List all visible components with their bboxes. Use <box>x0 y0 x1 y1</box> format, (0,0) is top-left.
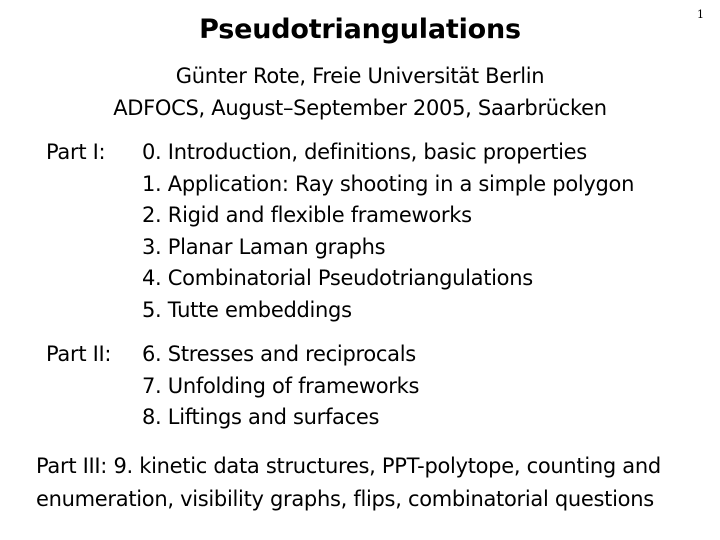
part-2-row <box>46 342 419 374</box>
part-3-line: Part III: 9. kinetic data structures, PPT-polytope, counting and <box>36 454 661 478</box>
part-2-item: 6. Stresses and reciprocals <box>142 342 416 366</box>
part-1-row <box>46 140 634 172</box>
part-2-label: Part II: <box>46 342 112 366</box>
slide-title: Pseudotriangulations <box>199 14 521 45</box>
author-line: Günter Rote, Freie Universität Berlin <box>175 64 545 88</box>
part-1-item: 0. Introduction, definitions, basic properties <box>142 140 587 164</box>
event-line: ADFOCS, August–September 2005, Saarbrücken <box>113 96 607 120</box>
part-1-row <box>46 298 634 330</box>
part-1-item: 3. Planar Laman graphs <box>142 234 386 259</box>
part-2-section <box>46 342 419 437</box>
part-1-row <box>46 266 634 298</box>
part-1-row <box>46 235 634 267</box>
part-1-item: 2. Rigid and flexible frameworks <box>142 203 472 227</box>
part-1-section <box>46 140 634 329</box>
part-1-item: 5. Tutte embeddings <box>142 297 352 322</box>
part-2-row <box>46 405 419 437</box>
page-number: 1 <box>697 8 704 21</box>
part-2-item: 8. Liftings and surfaces <box>142 405 380 429</box>
part-3-line: enumeration, visibility graphs, flips, combinatorial questions <box>36 487 654 511</box>
part-1-row <box>46 203 634 235</box>
part-2-row <box>46 374 419 406</box>
part-1-item: 4. Combinatorial Pseudotriangulations <box>142 266 533 290</box>
part-2-item: 7. Unfolding of frameworks <box>142 373 420 398</box>
part-1-label: Part I: <box>46 140 106 164</box>
part-1-row <box>46 172 634 204</box>
part-1-item: 1. Application: Ray shooting in a simple polygon <box>142 171 635 196</box>
part-3-paragraph <box>36 450 696 516</box>
